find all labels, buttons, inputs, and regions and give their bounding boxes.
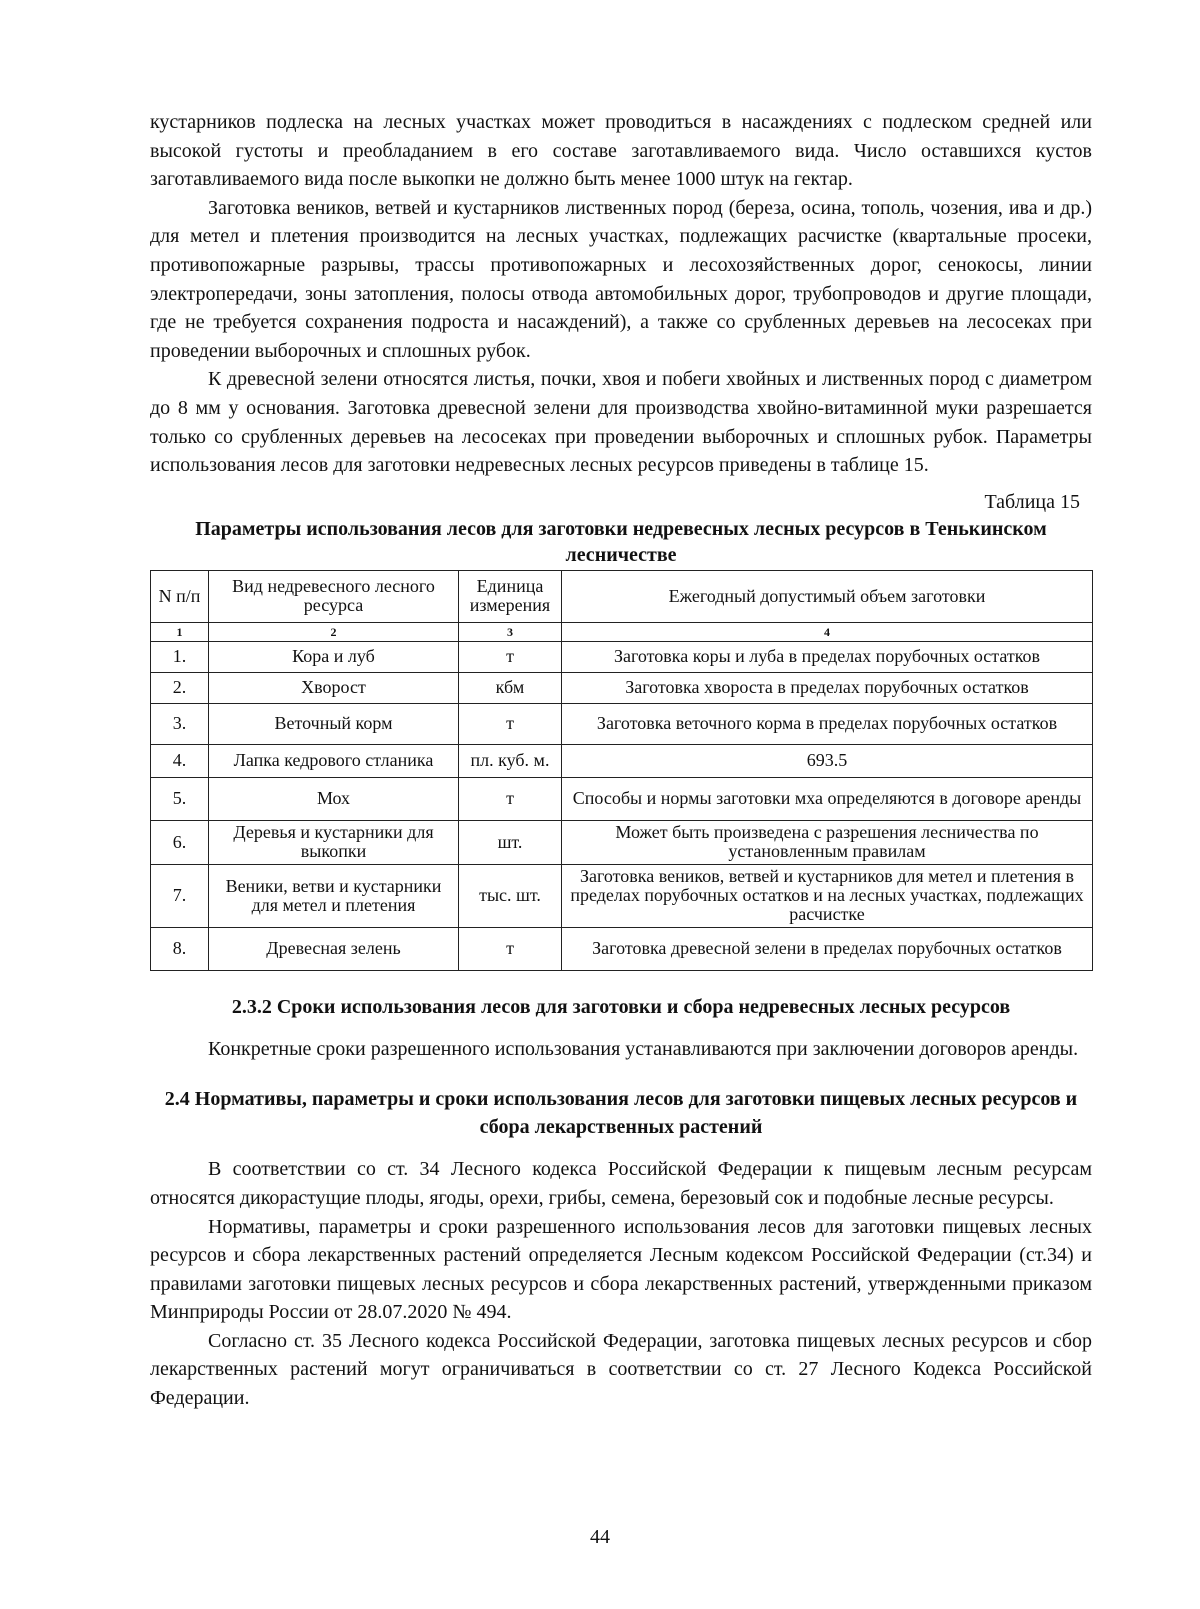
column-number-row	[151, 622, 1093, 641]
volume-cell: Заготовка хвороста в пределах порубочных остатков	[562, 672, 1093, 703]
row-number: 8.	[151, 927, 209, 970]
unit-cell: т	[459, 927, 562, 970]
volume-cell: Заготовка веников, ветвей и кустарников для метел и плетения в пределах порубочных остатков и на лесных участках, подлежащих расчистке	[562, 864, 1093, 927]
table-title: Параметры использования лесов для заготовки недревесных лесных ресурсов в Тенькинском лесничестве	[195, 517, 1047, 566]
table-row	[151, 864, 1093, 927]
unit-cell: т	[459, 777, 562, 820]
table-row	[151, 703, 1093, 744]
row-number: 1.	[151, 641, 209, 672]
resource-cell: Хворост	[209, 672, 459, 703]
volume-cell: Заготовка древесной зелени в пределах порубочных остатков	[562, 927, 1093, 970]
table-row	[151, 820, 1093, 864]
resource-cell: Древесная зелень	[209, 927, 459, 970]
section-heading: 2.4 Нормативы, параметры и сроки использования лесов для заготовки пищевых лесных ресурсов и сбора лекарственных растений	[164, 1088, 1078, 1139]
resource-cell: Веники, ветви и кустарники для метел и плетения	[209, 864, 459, 927]
paragraph: кустарников подлеска на лесных участках может проводиться в насаждениях с подлеском средней или высокой густоты и преобладанием в его составе заготавливаемого вида. Число оставшихся кустов заготавливаемого вида после выкопки не должно быть менее 1000 штук на гектар.	[150, 111, 1092, 191]
paragraph: В соответствии со ст. 34 Лесного кодекса Российской Федерации к пищевым лесным ресурсам относятся дикорастущие плоды, ягоды, орехи, грибы, семена, березовый сок и подобные лесные ресурсы.	[150, 1158, 1092, 1209]
row-number: 3.	[151, 703, 209, 744]
table-number-label: Таблица 15	[984, 490, 1080, 513]
row-number: 6.	[151, 820, 209, 864]
row-number: 5.	[151, 777, 209, 820]
resource-cell: Лапка кедрового стланика	[209, 744, 459, 777]
row-number: 7.	[151, 864, 209, 927]
column-header: Единица измерения	[459, 570, 562, 622]
table-row	[151, 927, 1093, 970]
table-row	[151, 672, 1093, 703]
table-row	[151, 744, 1093, 777]
table-header-row	[151, 570, 1093, 622]
volume-cell: Заготовка веточного корма в пределах порубочных остатков	[562, 703, 1093, 744]
volume-cell: Может быть произведена с разрешения лесничества по установленным правилам	[562, 820, 1093, 864]
unit-cell: шт.	[459, 820, 562, 864]
unit-cell: т	[459, 703, 562, 744]
column-header: Вид недревесного лесного ресурса	[209, 570, 459, 622]
document-page	[150, 108, 1092, 1413]
page-number: 44	[590, 1526, 610, 1548]
resource-cell: Кора и луб	[209, 641, 459, 672]
paragraph: Конкретные сроки разрешенного использования устанавливаются при заключении договоров аренды.	[208, 1037, 1079, 1060]
paragraph: К древесной зелени относятся листья, почки, хвоя и побеги хвойных и лиственных пород с диаметром до 8 мм у основания. Заготовка древесной зелени для производства хвойно-витаминной муки разрешается только со срубленных деревьев на лесосеках при проведении выборочных и сплошных рубок. Параметры использования лесов для заготовки недревесных лесных ресурсов приведены в таблице 15.	[150, 368, 1092, 477]
resource-cell: Деревья и кустарники для выкопки	[209, 820, 459, 864]
resource-cell: Веточный корм	[209, 703, 459, 744]
row-number: 4.	[151, 744, 209, 777]
paragraph: Заготовка веников, ветвей и кустарников лиственных пород (береза, осина, тополь, чозения, ива и др.) для метел и плетения производится на лесных участках, подлежащих расчистке (квартальные просеки, противопожарные разрывы, трассы противопожарных и лесохозяйственных дорог, сенокосы, линии электропередачи, зоны затопления, полосы отвода автомобильных дорог, трубопроводов и другие площади, где не требуется сохранения подроста и насаждений), а также со срубленных деревьев на лесосеках при проведении выборочных и сплошных рубок.	[150, 196, 1092, 362]
unit-cell: пл. куб. м.	[459, 744, 562, 777]
resources-table	[150, 570, 1093, 971]
paragraph: Согласно ст. 35 Лесного кодекса Российской Федерации, заготовка пищевых лесных ресурсов и сбор лекарственных растений могут ограничиваться в соответствии со ст. 27 Лесного Кодекса Российской Федерации.	[150, 1329, 1092, 1410]
column-number: 2	[209, 622, 459, 641]
section-heading: 2.3.2 Сроки использования лесов для заготовки и сбора недревесных лесных ресурсов	[231, 995, 1011, 1018]
table-row	[151, 641, 1093, 672]
volume-cell: Заготовка коры и луба в пределах порубочных остатков	[562, 641, 1093, 672]
column-header: Ежегодный допустимый объем заготовки	[562, 570, 1093, 622]
unit-cell: т	[459, 641, 562, 672]
column-header: N п/п	[151, 570, 209, 622]
column-number: 4	[562, 622, 1093, 641]
paragraph: Нормативы, параметры и сроки разрешенного использования лесов для заготовки пищевых лесных ресурсов и сбора лекарственных растений определяется Лесным кодексом Российской Федерации (ст.34) и правилами заготовки пищевых лесных ресурсов и сбора лекарственных растений, утвержденными приказом Минприроды России от 28.07.2020 № 494.	[150, 1215, 1092, 1324]
column-number: 1	[151, 622, 209, 641]
resource-cell: Мох	[209, 777, 459, 820]
unit-cell: кбм	[459, 672, 562, 703]
row-number: 2.	[151, 672, 209, 703]
column-number: 3	[459, 622, 562, 641]
unit-cell: тыс. шт.	[459, 864, 562, 927]
volume-cell: 693.5	[562, 744, 1093, 777]
volume-cell: Способы и нормы заготовки мха определяются в договоре аренды	[562, 777, 1093, 820]
table-row	[151, 777, 1093, 820]
